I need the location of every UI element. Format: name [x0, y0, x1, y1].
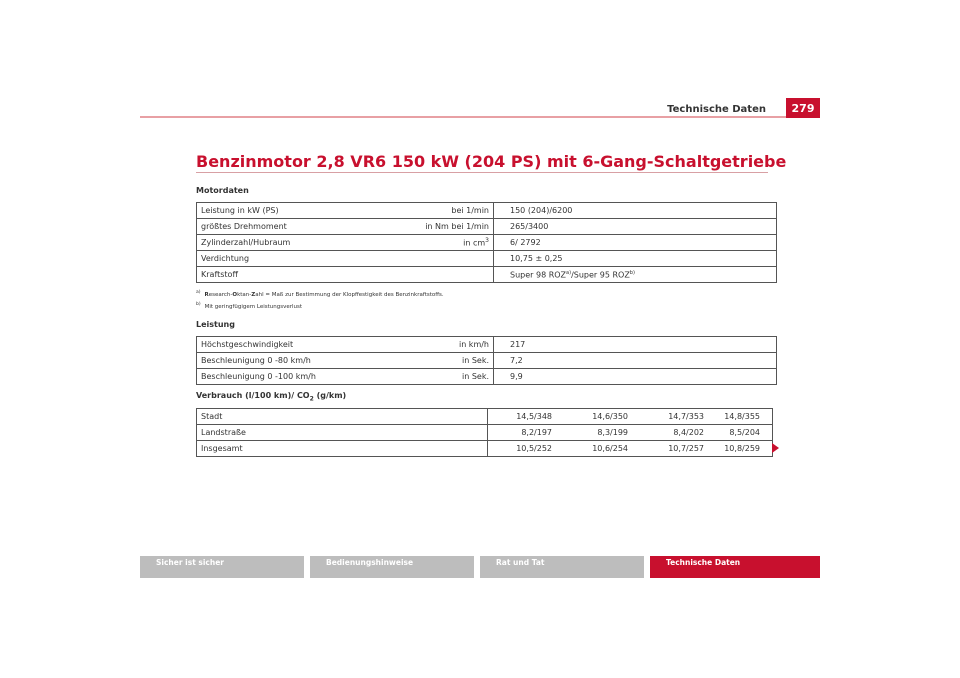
footnote-b — [196, 300, 444, 312]
footnote-text: ahl = Maß zur Bestimmung der Klopffestigkeit des Benzinkraftstoffs. — [255, 291, 444, 298]
verbrauch-label-sub: 2 — [309, 395, 314, 403]
row-value: 8,3/199 — [564, 425, 640, 441]
row-label: Leistung in kW (PS) — [197, 203, 386, 219]
row-value: 14,7/353 — [640, 409, 716, 425]
footnote-letter: Z — [251, 291, 256, 298]
table-row — [197, 267, 777, 283]
row-label: Insgesamt — [197, 441, 488, 457]
verbrauch-label-b: (g/km) — [313, 391, 347, 400]
row-label: Beschleunigung 0 -100 km/h — [197, 369, 386, 385]
row-value: 265/3400 — [494, 219, 777, 235]
row-label: Verdichtung — [197, 251, 386, 267]
section-label-verbrauch — [196, 391, 346, 403]
verbrauch-label-a: Verbrauch (l/100 km)/ CO — [196, 391, 310, 400]
section-label-motordaten: Motordaten — [196, 186, 249, 195]
row-unit: in Sek. — [385, 353, 494, 369]
footer-tab-sicher[interactable]: Sicher ist sicher — [140, 556, 304, 578]
footer-tab-rat[interactable]: Rat und Tat — [480, 556, 644, 578]
row-value: 10,5/252 — [488, 441, 565, 457]
footnote-text: Mit geringfügigem Leistungsverlust — [204, 303, 303, 310]
footnote-ref-a: a) — [566, 269, 572, 276]
footnote-mark: a) — [196, 290, 201, 295]
footnotes — [196, 288, 444, 312]
section-label-leistung: Leistung — [196, 320, 235, 329]
row-unit: in Sek. — [385, 369, 494, 385]
verbrauch-table — [196, 408, 773, 457]
table-row — [197, 425, 773, 441]
row-value: 10,8/259 — [716, 441, 773, 457]
row-label: Kraftstoff — [197, 267, 386, 283]
row-label: Höchstgeschwindigkeit — [197, 337, 386, 353]
footnote-text: ktan- — [237, 291, 252, 298]
row-value: 14,5/348 — [488, 409, 565, 425]
row-label: größtes Drehmoment — [197, 219, 386, 235]
fuel-value-a: Super 98 ROZ — [510, 270, 567, 280]
row-value: 10,75 ± 0,25 — [494, 251, 777, 267]
footnote-letter: R — [204, 291, 209, 298]
continue-arrow-icon — [772, 443, 779, 453]
row-label: Zylinderzahl/Hubraum — [197, 235, 386, 251]
motordaten-table — [196, 202, 777, 283]
row-unit: in Nm bei 1/min — [385, 219, 494, 235]
header-rule — [140, 116, 820, 118]
fuel-value-b: /Super 95 ROZ — [571, 270, 630, 280]
row-value: 7,2 — [494, 353, 777, 369]
table-row — [197, 409, 773, 425]
row-value: 14,6/350 — [564, 409, 640, 425]
table-row — [197, 203, 777, 219]
row-value: 10,7/257 — [640, 441, 716, 457]
table-row — [197, 441, 773, 457]
table-row — [197, 251, 777, 267]
footer-tab-bedienung[interactable]: Bedienungshinweise — [310, 556, 474, 578]
leistung-table — [196, 336, 777, 385]
page-title: Benzinmotor 2,8 VR6 150 kW (204 PS) mit 6-Gang-Schaltgetriebe — [196, 152, 787, 171]
row-value: 150 (204)/6200 — [494, 203, 777, 219]
row-unit — [385, 251, 494, 267]
row-value: 14,8/355 — [716, 409, 773, 425]
header-title: Technische Daten — [667, 104, 766, 115]
row-value: 6/ 2792 — [494, 235, 777, 251]
title-rule — [196, 172, 768, 173]
table-row — [197, 219, 777, 235]
page-number: 279 — [786, 98, 820, 118]
table-row — [197, 369, 777, 385]
unit-text: in cm — [463, 238, 486, 248]
row-label: Beschleunigung 0 -80 km/h — [197, 353, 386, 369]
unit-superscript: 3 — [485, 237, 489, 245]
row-unit — [385, 267, 494, 283]
footnote-a — [196, 288, 444, 300]
table-row — [197, 353, 777, 369]
row-value: 9,9 — [494, 369, 777, 385]
row-unit: bei 1/min — [385, 203, 494, 219]
row-unit: in km/h — [385, 337, 494, 353]
row-value: 217 — [494, 337, 777, 353]
row-value: 10,6/254 — [564, 441, 640, 457]
row-label: Stadt — [197, 409, 488, 425]
row-value — [494, 267, 777, 283]
footnote-text: esearch- — [208, 291, 233, 298]
row-value: 8,5/204 — [716, 425, 773, 441]
row-label: Landstraße — [197, 425, 488, 441]
footnote-letter: O — [232, 291, 238, 298]
table-row — [197, 235, 777, 251]
footnote-ref-b: b) — [629, 269, 635, 276]
row-value: 8,2/197 — [488, 425, 565, 441]
footer-tab-technische-daten[interactable]: Technische Daten — [650, 556, 820, 578]
table-row — [197, 337, 777, 353]
row-unit — [385, 235, 494, 251]
footnote-mark: b) — [196, 301, 201, 307]
row-value: 8,4/202 — [640, 425, 716, 441]
